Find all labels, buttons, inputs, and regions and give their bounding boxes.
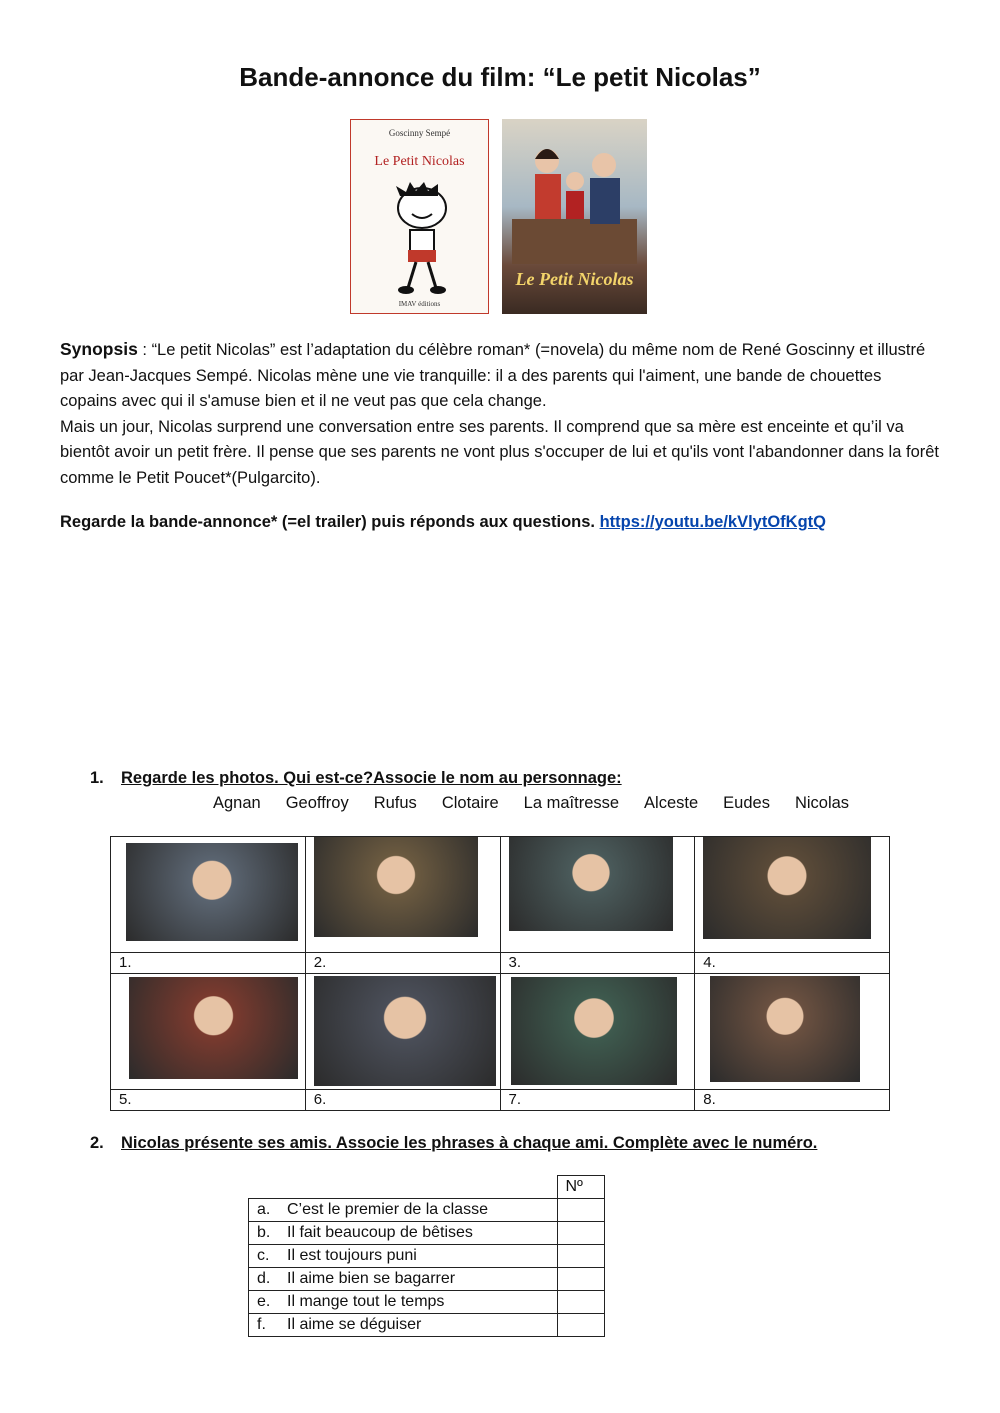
phrase-cell [249,1199,558,1222]
question-2-number: 2. [90,1134,104,1152]
photo-label: 3. [500,953,695,974]
character-photo-5 [129,977,298,1079]
photo-cell [111,837,306,953]
number-column-header: Nº [557,1176,604,1199]
photo-label: 1. [111,953,306,974]
table-row [249,1291,605,1314]
character-name: La maîtresse [523,794,620,812]
phrase-cell [249,1245,558,1268]
instruction-line [60,510,940,536]
book-title: Le Petit Nicolas [374,154,465,169]
phrase-letter: b. [257,1224,271,1241]
question-2-text: Nicolas présente ses amis. Associe les phrases à chaque ami. Complète avec le numéro. [121,1134,818,1152]
answer-number-cell[interactable] [557,1245,604,1268]
character-photo-6 [314,976,496,1086]
photo-label: 5. [111,1090,306,1111]
nicolas-drawing-icon [386,182,456,297]
book-authors: Goscinny Sempé [388,128,451,138]
character-name: Agnan [213,794,261,812]
character-photo-4 [703,837,871,939]
book-publisher: IMAV éditions [398,300,441,308]
phrase-cell [249,1291,558,1314]
synopsis-text-1: : “Le petit Nicolas” est l’adaptation du célèbre roman* (=novela) du même nom de René Goscinny et illustré par Jean-Jacques Sempé. Nicolas mène une vie tranquille: il a des parents qui l'aiment, une bande de chouettes copains avec qui il s'amuse bien et il ne veut pas que cela change. [60,341,926,410]
photo-cell [305,837,500,953]
table-row [249,1314,605,1337]
photo-cell [111,974,306,1090]
phrase-text: C’est le premier de la classe [287,1201,488,1218]
phrase-letter: e. [257,1293,271,1310]
movie-poster-image [502,119,647,314]
photo-label: 8. [695,1090,890,1111]
question-2-heading [90,1134,817,1153]
phrase-text: Il mange tout le temps [287,1293,445,1310]
table-row [249,1245,605,1268]
answer-number-cell[interactable] [557,1199,604,1222]
photo-cell [305,974,500,1090]
question-1-heading [90,769,622,788]
table-row [249,1222,605,1245]
phrase-text: Il aime bien se bagarrer [287,1270,456,1287]
phrase-text: Il fait beaucoup de bêtises [287,1224,473,1241]
synopsis-paragraph [60,337,940,491]
character-name: Nicolas [794,794,850,812]
phrase-text: Il aime se déguiser [287,1316,422,1333]
photo-label: 7. [500,1090,695,1111]
character-photo-2 [314,837,478,937]
table-row [249,1268,605,1291]
character-name: Geoffroy [285,794,349,812]
photo-cell [500,974,695,1090]
question-1-text: Regarde les photos. Qui est-ce?Associe le nom au personnage: [121,769,622,787]
page-title: Bande-annonce du film: “Le petit Nicolas” [239,62,761,92]
question-1-number: 1. [90,769,104,787]
photo-label: 6. [305,1090,500,1111]
photo-grid-table [110,836,890,1111]
poster-title: Le Petit Nicolas [515,269,634,289]
character-name: Rufus [373,794,417,812]
character-photo-1 [126,843,298,941]
phrase-letter: d. [257,1270,271,1287]
character-photo-3 [509,837,673,931]
empty-header-cell [249,1176,558,1199]
character-photo-7 [511,977,677,1085]
character-name: Clotaire [441,794,499,812]
phrase-cell [249,1314,558,1337]
photo-cell [695,974,890,1090]
phrase-cell [249,1268,558,1291]
photo-label: 4. [695,953,890,974]
synopsis-label: Synopsis [60,339,138,359]
photo-label: 2. [305,953,500,974]
character-name: Eudes [723,794,770,812]
phrase-letter: a. [257,1201,271,1218]
answer-number-cell[interactable] [557,1314,604,1337]
phrase-letter: f. [257,1316,266,1333]
family-photo-icon [502,139,647,269]
photo-cell [695,837,890,953]
phrase-cell [249,1222,558,1245]
book-cover-image [350,119,489,314]
trailer-link[interactable]: https://youtu.be/kVlytOfKgtQ [599,513,827,531]
character-name: Alceste [644,794,699,812]
matching-table [248,1175,605,1337]
character-photo-8 [710,976,860,1082]
answer-number-cell[interactable] [557,1291,604,1314]
answer-number-cell[interactable] [557,1268,604,1291]
phrase-letter: c. [257,1247,270,1264]
synopsis-text-2: Mais un jour, Nicolas surprend une conversation entre ses parents. Il comprend que sa mère est enceinte et qu’il va bientôt avoir un petit frère. Il pense que ses parents ne vont plus s'occuper de lui et qu'ils vont l'abandonner dans la forêt comme le Petit Poucet*(Pulgarcito). [60,417,939,487]
instruction-text: Regarde la bande-annonce* (=el trailer) puis réponds aux questions. [60,513,600,531]
phrase-text: Il est toujours puni [287,1247,417,1264]
character-names-list [213,794,874,813]
table-row [249,1199,605,1222]
answer-number-cell[interactable] [557,1222,604,1245]
photo-cell [500,837,695,953]
